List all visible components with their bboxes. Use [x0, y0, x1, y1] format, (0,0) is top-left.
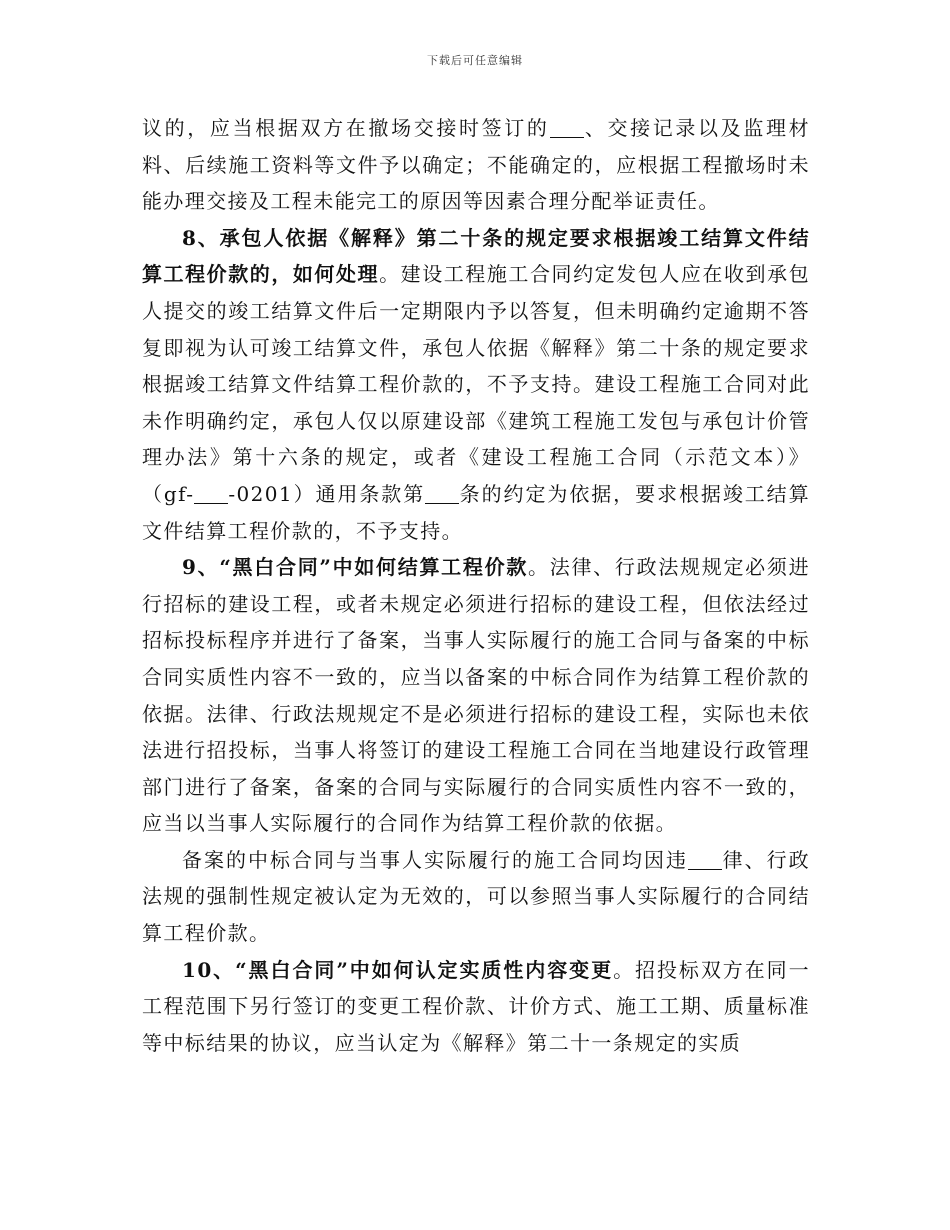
paragraph-8-text-b: -0201）通用条款第: [228, 481, 426, 506]
blank-underline: [194, 483, 228, 504]
blank-underline: [550, 117, 584, 138]
paragraph-10: [142, 952, 810, 1062]
page-header: 下载后可任意编辑: [427, 54, 523, 67]
blank-underline: [425, 483, 459, 504]
paragraph-1-text-a: 议的，应当根据双方在撤场交接时签订的: [142, 116, 550, 140]
paragraph-8-text-c: 条的约定为依据，要求根据竣工结算文件结算工程价款的，不予支持。: [142, 481, 811, 543]
paragraph-9-supplement-text-b: 律、行政法规的强制性规定被认定为无效的，可以参照当事人实际履行的合同结算工程价款。: [142, 847, 810, 946]
paragraph-1: [142, 110, 810, 220]
paragraph-9-heading: 9、“黑白合同”中如何结算工程价款: [182, 555, 529, 580]
paragraph-9-supplement-text-a: 备案的中标合同与当事人实际履行的施工合同均因违: [182, 847, 688, 872]
paragraph-9-text-a: 。法律、行政法规规定必须进行招标的建设工程，或者未规定必须进行招标的建设工程，但依法经过招标投标程序并进行了备案，当事人实际履行的施工合同与备案的中标合同实质性内容不一致的，应当以备案的中标合同作为结算工程价款的依据。法律、行政法规规定不是必须进行招标的建设工程，实际也未依法进行招投标，当事人将签订的建设工程施工合同在当地建设行政管理部门进行了备案，备案的合同与实际履行的合同实质性内容不一致的，应当以当事人实际履行的合同作为结算工程价款的依据。: [142, 555, 810, 836]
paragraph-9: [142, 549, 810, 842]
paragraph-8-text-a: 。建设工程施工合同约定发包人应在收到承包人提交的竣工结算文件后一定期限内予以答复，但未明确约定逾期不答复即视为认可竣工结算文件，承包人依据《解释》第二十条的规定要求根据竣工结算文件结算工程价款的，不予支持。建设工程施工合同对此未作明确约定，承包人仅以原建设部《建筑工程施工发包与承包计价管理办法》第十六条的规定，或者《建设工程施工合同（示范文本）》（gf-: [142, 262, 811, 506]
paragraph-8: [142, 220, 810, 549]
blank-underline: [688, 849, 722, 870]
paragraph-8-heading: 8、承包人依据《解释》第二十条的规定要求根据竣工结算文件结算工程价款的，如何处理: [142, 225, 810, 287]
paragraph-1-text-b: 、交接记录以及监理材料、后续施工资料等文件予以确定；不能确定的，应根据工程撤场时未能办理交接及工程未能完工的原因等因素合理分配举证责任。: [142, 116, 811, 214]
document-body: [142, 110, 810, 1061]
paragraph-10-text-a: 。招投标双方在同一工程范围下另行签订的变更工程价款、计价方式、施工工期、质量标准等中标结果的协议，应当认定为《解释》第二十一条规定的实质: [142, 957, 810, 1055]
paragraph-10-heading: 10、“黑白合同”中如何认定实质性内容变更: [182, 957, 614, 982]
paragraph-9-supplement: [142, 842, 810, 952]
